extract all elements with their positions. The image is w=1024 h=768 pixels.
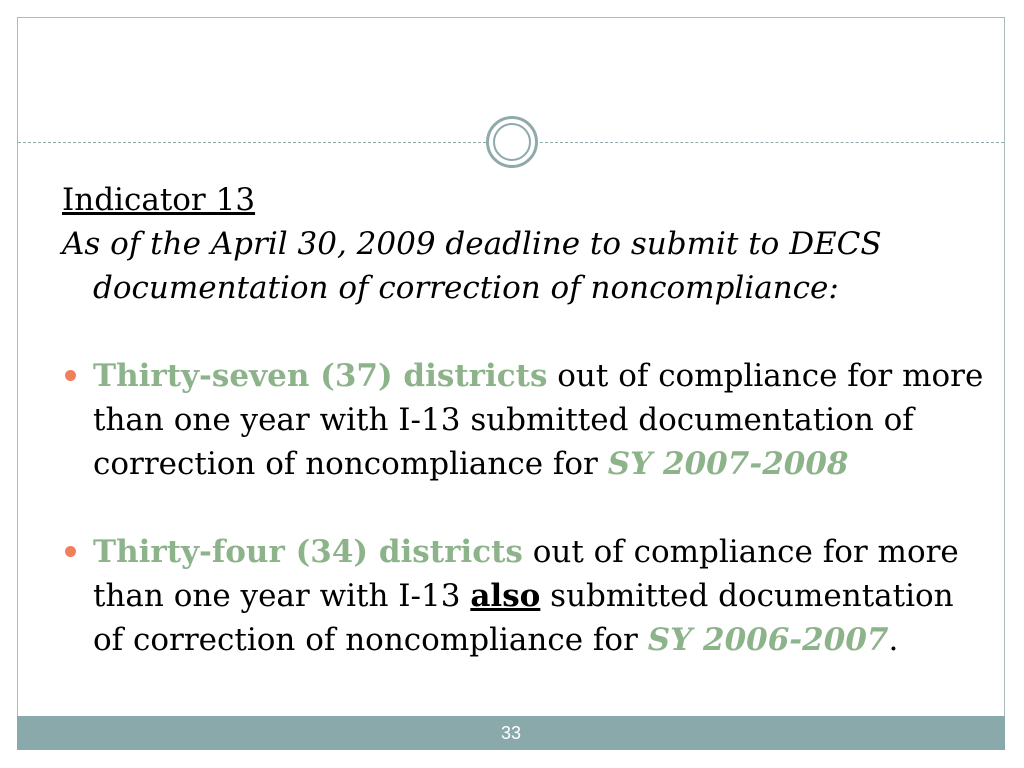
slide-body xyxy=(62,178,992,662)
bullet-dot-icon xyxy=(65,370,76,381)
bullet-text: out of compliance for more than one year with I-13 xyxy=(93,534,959,614)
header-divider-right xyxy=(540,142,1004,143)
bullet-text: out of compliance for more than one year with I-13 submitted documentation of correction of noncompliance for xyxy=(93,358,984,482)
school-year: SY 2006-2007 xyxy=(647,622,889,658)
bullet-text-continued: submitted documentation of correction of noncompliance for xyxy=(93,578,954,658)
circle-ornament-icon xyxy=(486,116,538,168)
header-divider-left xyxy=(18,142,486,143)
bullet-lead: Thirty-seven (37) districts xyxy=(93,358,548,394)
school-year: SY 2007-2008 xyxy=(607,446,849,482)
circle-ornament-inner xyxy=(493,123,531,161)
emphasis-text: also xyxy=(470,578,541,614)
bullet-lead: Thirty-four (34) districts xyxy=(93,534,523,570)
intro-text: As of the April 30, 2009 deadline to submit to DECS documentation of correction of noncompliance: xyxy=(62,226,882,306)
bullet-item-37-districts xyxy=(62,354,992,486)
bullet-end: . xyxy=(888,622,899,658)
page-number: 33 xyxy=(500,723,522,743)
indicator-heading: Indicator 13 xyxy=(62,182,256,218)
bullet-item-34-districts xyxy=(62,530,992,662)
bullet-dot-icon xyxy=(65,546,76,557)
footer-bar xyxy=(17,716,1005,750)
